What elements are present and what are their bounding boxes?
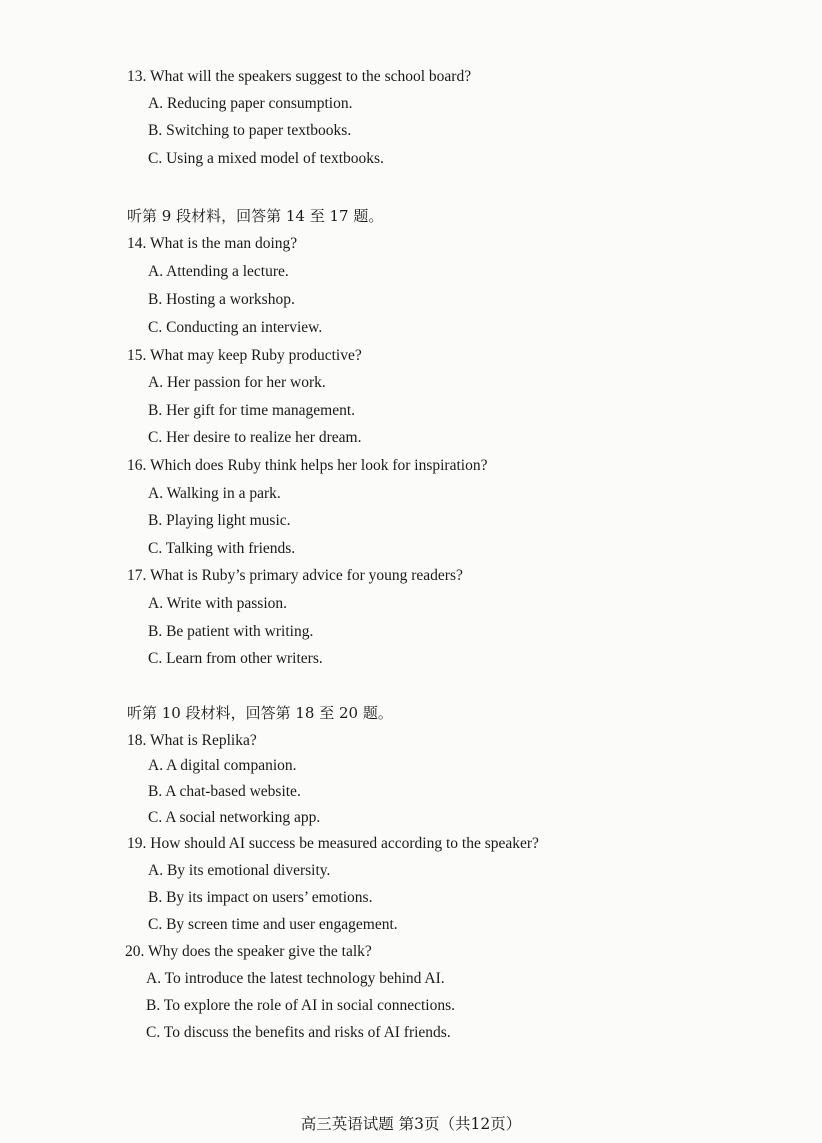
option-18-a: A. A digital companion. — [148, 757, 297, 774]
option-15-c: C. Her desire to realize her dream. — [148, 429, 362, 446]
option-15-a: A. Her passion for her work. — [148, 374, 326, 391]
option-14-c: C. Conducting an interview. — [148, 319, 323, 336]
question-20: 20. Why does the speaker give the talk? — [125, 943, 372, 960]
option-20-a: A. To introduce the latest technology behind AI. — [146, 970, 445, 987]
option-17-c: C. Learn from other writers. — [148, 650, 323, 667]
question-19: 19. How should AI success be measured according to the speaker? — [127, 835, 539, 852]
option-17-a: A. Write with passion. — [148, 595, 288, 612]
question-16: 16. Which does Ruby think helps her look for inspiration? — [127, 457, 488, 474]
section-10-instruction: 听第 10 段材料，回答第 18 至 20 题。 — [127, 704, 393, 722]
question-15: 15. What may keep Ruby productive? — [127, 347, 362, 364]
option-18-b: B. A chat-based website. — [148, 783, 301, 800]
question-18: 18. What is Replika? — [127, 732, 257, 749]
option-18-c: C. A social networking app. — [148, 809, 321, 826]
option-13-c: C. Using a mixed model of textbooks. — [148, 150, 384, 167]
page-footer: 高三英语试题 第3页（共12页） — [300, 1115, 522, 1133]
option-16-a: A. Walking in a park. — [148, 485, 281, 502]
question-17: 17. What is Ruby’s primary advice for young readers? — [127, 567, 463, 584]
option-20-c: C. To discuss the benefits and risks of AI friends. — [146, 1024, 451, 1041]
option-17-b: B. Be patient with writing. — [148, 623, 314, 640]
option-14-b: B. Hosting a workshop. — [148, 291, 295, 308]
option-16-c: C. Talking with friends. — [148, 540, 296, 557]
option-19-a: A. By its emotional diversity. — [148, 862, 331, 879]
option-19-c: C. By screen time and user engagement. — [148, 916, 398, 933]
section-9-instruction: 听第 9 段材料，回答第 14 至 17 题。 — [127, 207, 384, 225]
option-19-b: B. By its impact on users’ emotions. — [148, 889, 373, 906]
option-14-a: A. Attending a lecture. — [148, 263, 289, 280]
option-13-b: B. Switching to paper textbooks. — [148, 122, 352, 139]
option-13-a: A. Reducing paper consumption. — [148, 95, 353, 112]
option-20-b: B. To explore the role of AI in social connections. — [146, 997, 455, 1014]
option-15-b: B. Her gift for time management. — [148, 402, 356, 419]
question-14: 14. What is the man doing? — [127, 235, 298, 252]
option-16-b: B. Playing light music. — [148, 512, 291, 529]
question-13: 13. What will the speakers suggest to the school board? — [127, 68, 472, 85]
